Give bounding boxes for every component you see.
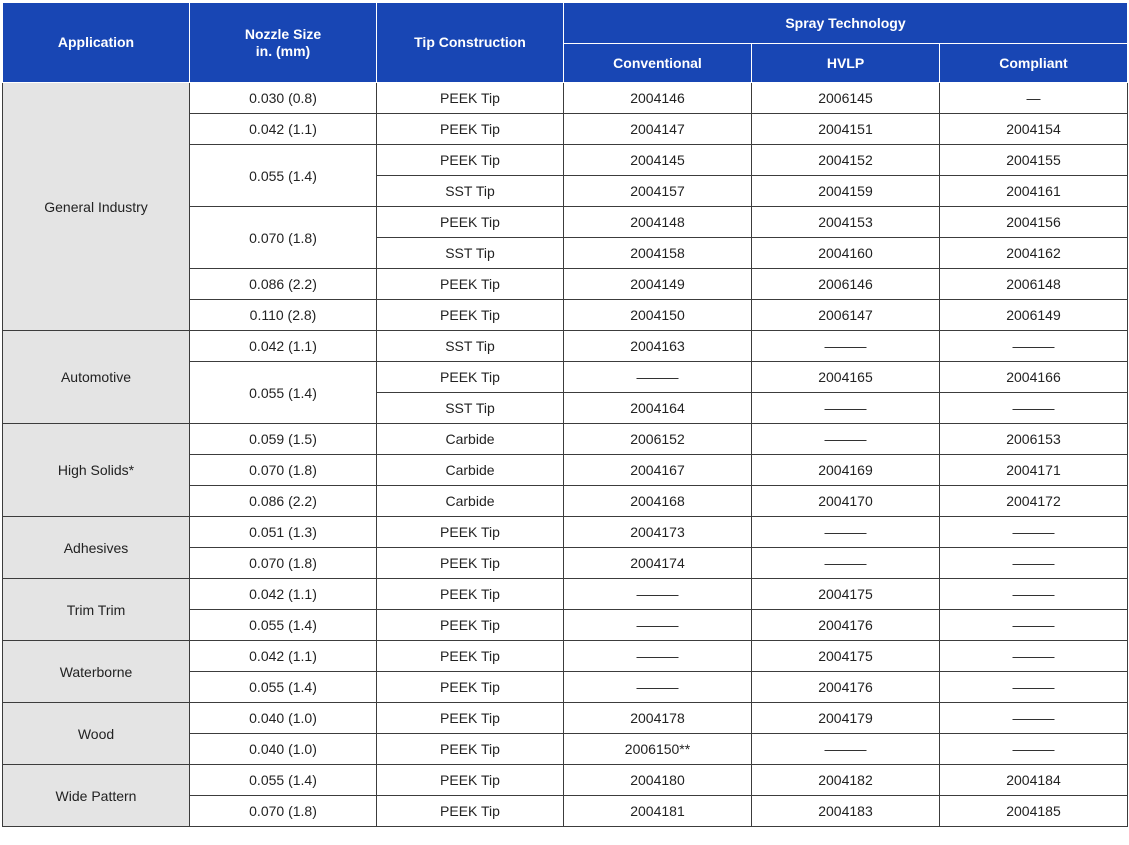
conventional-part-cell: 2006152: [564, 424, 752, 455]
hvlp-part-cell: 2004179: [752, 703, 940, 734]
application-cell: High Solids*: [3, 424, 190, 517]
compliant-part-cell: ———: [940, 703, 1128, 734]
nozzle-size-cell: 0.070 (1.8): [190, 207, 377, 269]
compliant-part-cell: ———: [940, 517, 1128, 548]
conventional-part-cell: 2004150: [564, 300, 752, 331]
compliant-part-cell: ———: [940, 331, 1128, 362]
tip-construction-cell: PEEK Tip: [377, 796, 564, 827]
nozzle-size-cell: 0.070 (1.8): [190, 796, 377, 827]
tip-construction-cell: PEEK Tip: [377, 579, 564, 610]
table-row: [3, 579, 1128, 610]
hvlp-part-cell: ———: [752, 424, 940, 455]
conventional-part-cell: 2004181: [564, 796, 752, 827]
hvlp-part-cell: 2006145: [752, 83, 940, 114]
conventional-part-cell: ———: [564, 579, 752, 610]
hvlp-part-cell: 2004169: [752, 455, 940, 486]
hvlp-part-cell: ———: [752, 734, 940, 765]
conventional-part-cell: 2004145: [564, 145, 752, 176]
compliant-part-cell: ———: [940, 734, 1128, 765]
table-row: [3, 331, 1128, 362]
application-cell: Wide Pattern: [3, 765, 190, 827]
compliant-part-cell: 2006148: [940, 269, 1128, 300]
tip-construction-cell: Carbide: [377, 486, 564, 517]
tip-construction-cell: PEEK Tip: [377, 765, 564, 796]
application-cell: Waterborne: [3, 641, 190, 703]
nozzle-size-cell: 0.086 (2.2): [190, 486, 377, 517]
application-cell: Trim Trim: [3, 579, 190, 641]
compliant-part-cell: ———: [940, 393, 1128, 424]
tip-construction-cell: PEEK Tip: [377, 362, 564, 393]
nozzle-size-cell: 0.040 (1.0): [190, 703, 377, 734]
conventional-part-cell: ———: [564, 362, 752, 393]
application-cell: General Industry: [3, 83, 190, 331]
nozzle-size-cell: 0.042 (1.1): [190, 114, 377, 145]
application-cell: Wood: [3, 703, 190, 765]
tip-construction-cell: SST Tip: [377, 393, 564, 424]
table-row: [3, 424, 1128, 455]
compliant-part-cell: ———: [940, 610, 1128, 641]
conventional-part-cell: 2004164: [564, 393, 752, 424]
nozzle-size-cell: 0.055 (1.4): [190, 765, 377, 796]
hvlp-part-cell: ———: [752, 517, 940, 548]
compliant-part-cell: 2004155: [940, 145, 1128, 176]
tip-construction-cell: Carbide: [377, 424, 564, 455]
table-row: [3, 765, 1128, 796]
tip-construction-cell: PEEK Tip: [377, 145, 564, 176]
compliant-part-cell: ———: [940, 579, 1128, 610]
tip-construction-cell: SST Tip: [377, 238, 564, 269]
tip-construction-cell: PEEK Tip: [377, 269, 564, 300]
tip-construction-cell: PEEK Tip: [377, 703, 564, 734]
header-application: Application: [3, 3, 190, 83]
tip-construction-cell: PEEK Tip: [377, 548, 564, 579]
conventional-part-cell: 2004173: [564, 517, 752, 548]
header-row-top: [3, 3, 1128, 44]
hvlp-part-cell: 2004152: [752, 145, 940, 176]
hvlp-part-cell: 2004160: [752, 238, 940, 269]
table-row: [3, 703, 1128, 734]
hvlp-part-cell: 2004159: [752, 176, 940, 207]
header-spray-technology: Spray Technology: [564, 3, 1128, 44]
conventional-part-cell: 2004149: [564, 269, 752, 300]
table-row: [3, 83, 1128, 114]
nozzle-size-cell: 0.042 (1.1): [190, 641, 377, 672]
header-nozzle-size-line2: in. (mm): [255, 42, 311, 59]
table-body: [3, 83, 1128, 827]
compliant-part-cell: 2004162: [940, 238, 1128, 269]
hvlp-part-cell: 2004183: [752, 796, 940, 827]
tip-construction-cell: SST Tip: [377, 176, 564, 207]
nozzle-size-cell: 0.051 (1.3): [190, 517, 377, 548]
hvlp-part-cell: 2004151: [752, 114, 940, 145]
tip-construction-cell: PEEK Tip: [377, 114, 564, 145]
conventional-part-cell: 2004163: [564, 331, 752, 362]
compliant-part-cell: 2004156: [940, 207, 1128, 238]
compliant-part-cell: —: [940, 83, 1128, 114]
header-compliant: Compliant: [940, 44, 1128, 83]
compliant-part-cell: ———: [940, 672, 1128, 703]
conventional-part-cell: 2004180: [564, 765, 752, 796]
nozzle-size-cell: 0.070 (1.8): [190, 455, 377, 486]
header-nozzle-size-line1: Nozzle Size: [244, 25, 322, 42]
compliant-part-cell: 2006153: [940, 424, 1128, 455]
nozzle-size-cell: 0.055 (1.4): [190, 672, 377, 703]
tip-construction-cell: PEEK Tip: [377, 300, 564, 331]
tip-construction-cell: SST Tip: [377, 331, 564, 362]
conventional-part-cell: 2004157: [564, 176, 752, 207]
hvlp-part-cell: 2004175: [752, 641, 940, 672]
nozzle-size-cell: 0.110 (2.8): [190, 300, 377, 331]
nozzle-size-cell: 0.055 (1.4): [190, 610, 377, 641]
compliant-part-cell: 2004161: [940, 176, 1128, 207]
hvlp-part-cell: ———: [752, 393, 940, 424]
hvlp-part-cell: 2004170: [752, 486, 940, 517]
tip-construction-cell: PEEK Tip: [377, 734, 564, 765]
compliant-part-cell: 2004184: [940, 765, 1128, 796]
conventional-part-cell: 2006150**: [564, 734, 752, 765]
hvlp-part-cell: 2004176: [752, 610, 940, 641]
hvlp-part-cell: ———: [752, 331, 940, 362]
conventional-part-cell: ———: [564, 610, 752, 641]
conventional-part-cell: 2004148: [564, 207, 752, 238]
tip-construction-cell: PEEK Tip: [377, 672, 564, 703]
tip-construction-cell: PEEK Tip: [377, 641, 564, 672]
compliant-part-cell: 2006149: [940, 300, 1128, 331]
nozzle-size-cell: 0.042 (1.1): [190, 579, 377, 610]
header-conventional: Conventional: [564, 44, 752, 83]
conventional-part-cell: 2004158: [564, 238, 752, 269]
hvlp-part-cell: 2004165: [752, 362, 940, 393]
table-header: [3, 3, 1128, 83]
conventional-part-cell: ———: [564, 672, 752, 703]
application-cell: Automotive: [3, 331, 190, 424]
conventional-part-cell: 2004167: [564, 455, 752, 486]
table-row: [3, 517, 1128, 548]
tip-construction-cell: Carbide: [377, 455, 564, 486]
nozzle-size-cell: 0.030 (0.8): [190, 83, 377, 114]
nozzle-size-cell: 0.055 (1.4): [190, 145, 377, 207]
hvlp-part-cell: 2004153: [752, 207, 940, 238]
compliant-part-cell: 2004166: [940, 362, 1128, 393]
conventional-part-cell: 2004168: [564, 486, 752, 517]
compliant-part-cell: 2004171: [940, 455, 1128, 486]
conventional-part-cell: 2004178: [564, 703, 752, 734]
compliant-part-cell: 2004172: [940, 486, 1128, 517]
application-cell: Adhesives: [3, 517, 190, 579]
header-tip-construction: Tip Construction: [377, 3, 564, 83]
hvlp-part-cell: 2004182: [752, 765, 940, 796]
hvlp-part-cell: 2004175: [752, 579, 940, 610]
hvlp-part-cell: ———: [752, 548, 940, 579]
tip-construction-cell: PEEK Tip: [377, 207, 564, 238]
conventional-part-cell: 2004146: [564, 83, 752, 114]
compliant-part-cell: ———: [940, 641, 1128, 672]
conventional-part-cell: 2004147: [564, 114, 752, 145]
nozzle-selection-table-container: [2, 2, 1128, 827]
nozzle-size-cell: 0.042 (1.1): [190, 331, 377, 362]
conventional-part-cell: 2004174: [564, 548, 752, 579]
nozzle-size-cell: 0.055 (1.4): [190, 362, 377, 424]
nozzle-size-cell: 0.059 (1.5): [190, 424, 377, 455]
header-nozzle-size: [190, 3, 377, 83]
tip-construction-cell: PEEK Tip: [377, 610, 564, 641]
nozzle-size-cell: 0.070 (1.8): [190, 548, 377, 579]
hvlp-part-cell: 2006146: [752, 269, 940, 300]
conventional-part-cell: ———: [564, 641, 752, 672]
compliant-part-cell: 2004185: [940, 796, 1128, 827]
tip-construction-cell: PEEK Tip: [377, 517, 564, 548]
hvlp-part-cell: 2006147: [752, 300, 940, 331]
table-row: [3, 641, 1128, 672]
tip-construction-cell: PEEK Tip: [377, 83, 564, 114]
compliant-part-cell: 2004154: [940, 114, 1128, 145]
nozzle-size-cell: 0.040 (1.0): [190, 734, 377, 765]
compliant-part-cell: ———: [940, 548, 1128, 579]
nozzle-selection-table: [2, 2, 1128, 827]
hvlp-part-cell: 2004176: [752, 672, 940, 703]
header-hvlp: HVLP: [752, 44, 940, 83]
nozzle-size-cell: 0.086 (2.2): [190, 269, 377, 300]
